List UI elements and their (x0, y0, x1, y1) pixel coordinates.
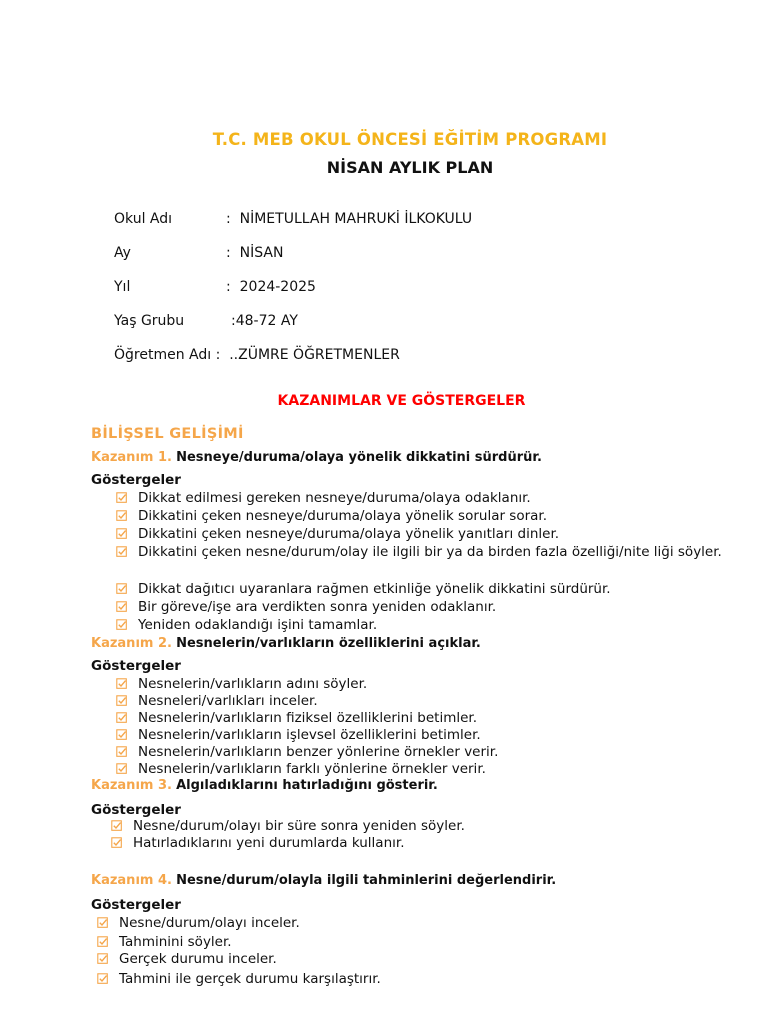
indicator-text: Nesnelerin/varlıkların işlevsel özelliklerini betimler. (138, 727, 481, 743)
indicator-text: Gerçek durumu inceler. (119, 951, 277, 967)
indicator-text: Nesneleri/varlıkları inceler. (138, 693, 318, 709)
document-subtitle: NİSAN AYLIK PLAN (326, 158, 494, 177)
domain-heading: BİLİŞSEL GELİŞİMİ (91, 426, 244, 442)
kazanim-heading (91, 450, 542, 465)
document-title: T.C. MEB OKUL ÖNCESİ EĞİTİM PROGRAMI (212, 130, 608, 149)
checkbox-checked-icon (116, 598, 128, 616)
section-heading: KAZANIMLAR VE GÖSTERGELER (277, 393, 526, 409)
kazanim-label: Kazanım 1. (91, 450, 172, 465)
info-row-month (114, 245, 283, 261)
checkbox-checked-icon (116, 616, 128, 634)
kazanim-label: Kazanım 2. (91, 636, 172, 651)
info-row-age-group (114, 313, 298, 329)
checkbox-checked-icon (116, 760, 128, 778)
info-separator: : (231, 313, 236, 329)
checkbox-checked-icon (116, 692, 128, 710)
indicators-label: Göstergeler (91, 897, 181, 913)
info-row-school (114, 211, 472, 227)
kazanim-label: Kazanım 4. (91, 873, 172, 888)
checkbox-checked-icon (116, 525, 128, 543)
info-value: 48-72 AY (235, 313, 298, 329)
info-row-year (114, 279, 316, 295)
checkbox-checked-icon (116, 726, 128, 744)
checkbox-checked-icon (97, 933, 109, 951)
checkbox-checked-icon (97, 970, 109, 988)
kazanim-heading (91, 636, 481, 651)
info-label: Okul Adı (114, 211, 173, 227)
kazanim-label: Kazanım 3. (91, 778, 172, 793)
kazanim-text: Nesneye/duruma/olaya yönelik dikkatini sürdürür. (176, 450, 542, 465)
indicator-text: Nesnelerin/varlıkların farklı yönlerine örnekler verir. (138, 761, 486, 777)
info-label: Yıl (114, 279, 131, 295)
info-separator: : (226, 279, 231, 295)
indicator-text: Nesnelerin/varlıkların fiziksel özelliklerini betimler. (138, 710, 478, 726)
kazanim-heading (91, 873, 556, 888)
indicators-label: Göstergeler (91, 802, 181, 818)
checkbox-checked-icon (97, 914, 109, 932)
info-separator: : (226, 211, 231, 227)
indicator-text: Dikkatini çeken nesne/durum/olay ile ilgili bir ya da birden fazla özelliği/nite liği söyler. (138, 544, 722, 560)
checkbox-checked-icon (111, 817, 123, 835)
info-separator: : (215, 347, 221, 363)
indicators-label: Göstergeler (91, 472, 181, 488)
indicator-text: Tahminini söyler. (119, 934, 232, 950)
indicator-text: Nesne/durum/olayı inceler. (119, 915, 300, 931)
indicator-text: Bir göreve/işe ara verdikten sonra yeniden odaklanır. (138, 599, 497, 615)
info-label: Öğretmen Adı (114, 347, 212, 363)
info-value: NİSAN (239, 245, 284, 261)
kazanim-text: Algıladıklarını hatırladığını gösterir. (176, 778, 438, 793)
indicator-text: Hatırladıklarını yeni durumlarda kullanır. (133, 835, 405, 851)
indicator-text: Nesnelerin/varlıkların adını söyler. (138, 676, 368, 692)
checkbox-checked-icon (111, 834, 123, 852)
info-separator: : (226, 245, 231, 261)
indicator-text: Dikkat edilmesi gereken nesneye/duruma/olaya odaklanır. (138, 490, 531, 506)
indicator-text: Dikkat dağıtıcı uyaranlara rağmen etkinliğe yönelik dikkatini sürdürür. (138, 581, 611, 597)
kazanim-heading (91, 778, 438, 793)
checkbox-checked-icon (116, 675, 128, 693)
checkbox-checked-icon (97, 950, 109, 968)
checkbox-checked-icon (116, 743, 128, 761)
indicator-text: Dikkatini çeken nesneye/duruma/olaya yönelik sorular sorar. (138, 508, 548, 524)
kazanim-text: Nesne/durum/olayla ilgili tahminlerini değerlendirir. (176, 873, 557, 888)
checkbox-checked-icon (116, 489, 128, 507)
checkbox-checked-icon (116, 580, 128, 598)
checkbox-checked-icon (116, 709, 128, 727)
indicator-text: Nesne/durum/olayı bir süre sonra yeniden söyler. (133, 818, 465, 834)
indicator-text: Tahmini ile gerçek durumu karşılaştırır. (119, 971, 381, 987)
info-label: Yaş Grubu (114, 313, 185, 329)
indicators-label: Göstergeler (91, 658, 181, 674)
indicator-text: Dikkatini çeken nesneye/duruma/olaya yönelik yanıtları dinler. (138, 526, 560, 542)
info-label: Ay (114, 245, 131, 261)
indicator-text: Nesnelerin/varlıkların benzer yönlerine örnekler verir. (138, 744, 499, 760)
checkbox-checked-icon (116, 507, 128, 525)
info-value: 2024-2025 (239, 279, 316, 295)
indicator-text: Yeniden odaklandığı işini tamamlar. (138, 617, 378, 633)
info-value: NİMETULLAH MAHRUKİ İLKOKULU (239, 211, 473, 227)
info-row-teacher (114, 347, 400, 363)
checkbox-checked-icon (116, 543, 128, 561)
info-value: ..ZÜMRE ÖĞRETMENLER (229, 347, 400, 363)
kazanim-text: Nesnelerin/varlıkların özelliklerini açıklar. (176, 636, 481, 651)
